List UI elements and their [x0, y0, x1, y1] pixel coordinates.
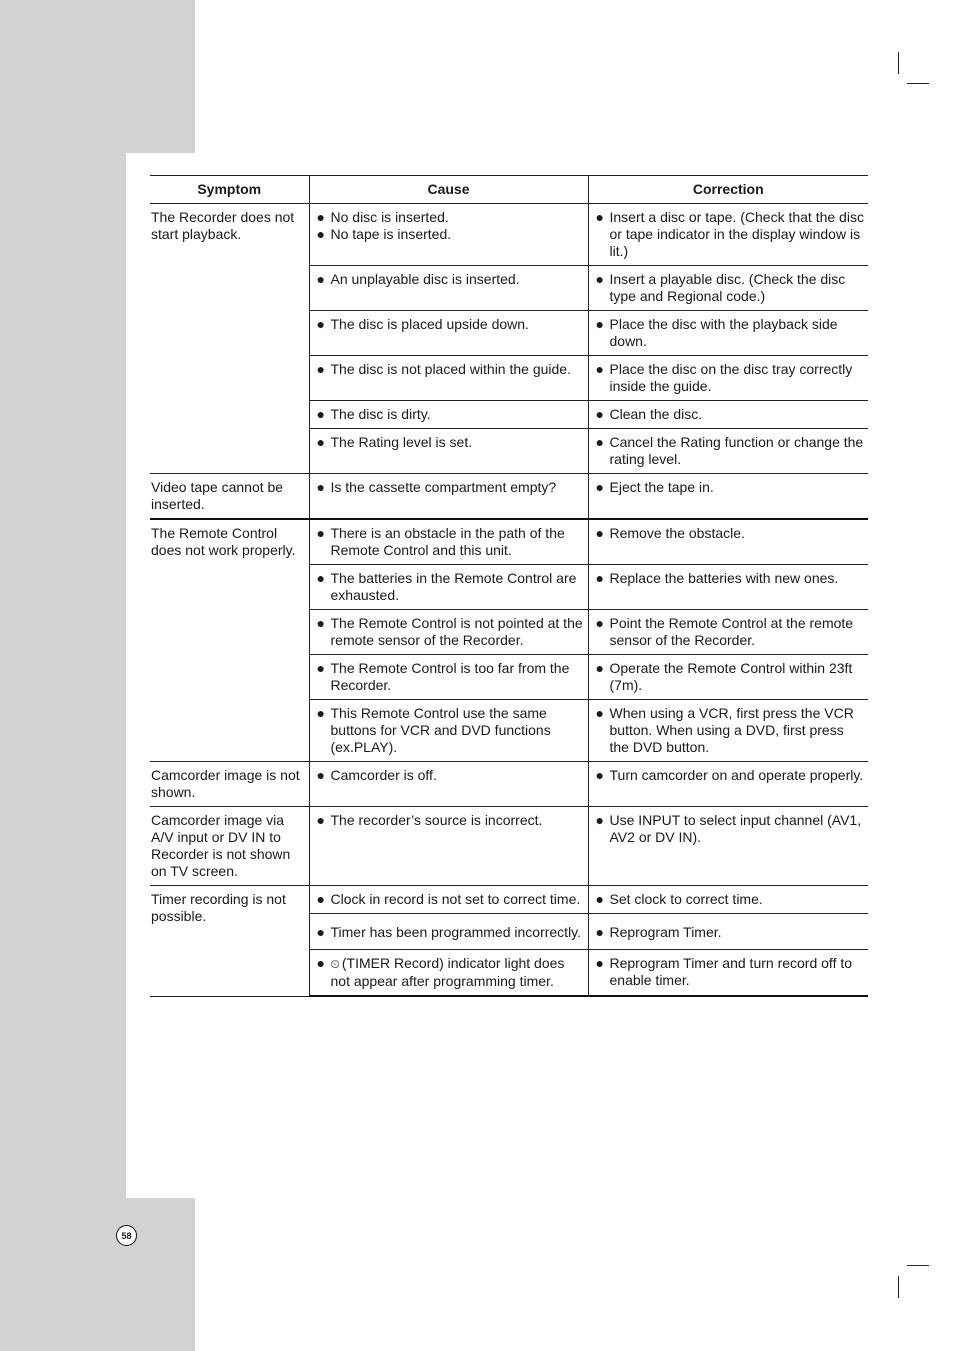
cause-cell: ● The batteries in the Remote Control are exhausted. — [309, 565, 588, 610]
bullet-icon: ● — [595, 271, 604, 287]
bullet-icon: ● — [316, 924, 325, 940]
bullet-icon: ● — [595, 812, 604, 828]
table-row — [150, 204, 868, 266]
table-row — [150, 519, 868, 565]
cause-cell: ● Is the cassette compartment empty? — [309, 474, 588, 520]
margin-strip-middle — [0, 153, 126, 1198]
table-row — [150, 886, 868, 914]
bullet-icon: ● — [316, 660, 325, 676]
header-symptom: Symptom — [150, 176, 309, 204]
bullet-icon: ● — [595, 705, 604, 721]
bullet-icon: ● — [316, 479, 325, 495]
bullet-icon: ● — [595, 209, 604, 225]
cause-cell: ● The Remote Control is too far from the Recorder. — [309, 655, 588, 700]
bullet-icon: ● — [316, 361, 325, 377]
page-number: 58 — [116, 1225, 137, 1246]
bullet-icon: ● — [595, 955, 604, 971]
cause-cell: ● The disc is placed upside down. — [309, 311, 588, 356]
cause-cell: ● Clock in record is not set to correct time. — [309, 886, 588, 914]
bullet-icon: ● — [595, 767, 604, 783]
correction-cell: ● Set clock to correct time. — [588, 886, 868, 914]
symptom-cell: Camcorder image is not shown. — [150, 762, 309, 807]
bullet-icon: ● — [595, 316, 604, 332]
correction-cell: ● Clean the disc. — [588, 401, 868, 429]
bullet-icon: ● — [595, 361, 604, 377]
crop-mark — [907, 1265, 929, 1266]
bullet-icon: ● — [316, 955, 325, 971]
cause-cell: ● ⏲ (TIMER Record) indicator light does not appear after programming timer. — [309, 950, 588, 997]
bullet-icon: ● — [595, 434, 604, 450]
crop-mark — [907, 83, 929, 84]
bullet-icon: ● — [595, 660, 604, 676]
cause-cell: ● Timer has been programmed incorrectly. — [309, 914, 588, 950]
correction-cell: ● Place the disc with the playback side down. — [588, 311, 868, 356]
header-cause: Cause — [309, 176, 588, 204]
correction-cell: ● When using a VCR, first press the VCR button. When using a DVD, first press the DVD button. — [588, 700, 868, 762]
bullet-icon: ● — [316, 812, 325, 828]
cause-cell: ● An unplayable disc is inserted. — [309, 266, 588, 311]
bullet-icon: ● — [316, 891, 325, 907]
margin-strip-top — [0, 0, 195, 153]
table-row — [150, 474, 868, 520]
bullet-icon: ● — [595, 891, 604, 907]
troubleshooting-table — [150, 175, 868, 997]
crop-mark — [898, 52, 899, 74]
table-row — [150, 762, 868, 807]
bullet-icon: ● — [316, 406, 325, 422]
cause-cell: ● No disc is inserted. ● No tape is inserted. — [309, 204, 588, 266]
cause-cell: ● The Rating level is set. — [309, 429, 588, 474]
correction-cell: ● Insert a playable disc. (Check the disc type and Regional code.) — [588, 266, 868, 311]
bullet-icon: ● — [316, 271, 325, 287]
bullet-icon: ● — [316, 316, 325, 332]
cause-cell: ● The disc is dirty. — [309, 401, 588, 429]
bullet-icon: ● — [316, 767, 325, 783]
cause-cell: ● The Remote Control is not pointed at the remote sensor of the Recorder. — [309, 610, 588, 655]
bullet-icon: ● — [316, 434, 325, 450]
bullet-icon: ● — [595, 570, 604, 586]
table-row — [150, 807, 868, 886]
symptom-cell: Video tape cannot be inserted. — [150, 474, 309, 520]
bullet-icon: ● — [595, 924, 604, 940]
correction-cell: ● Point the Remote Control at the remote sensor of the Recorder. — [588, 610, 868, 655]
correction-cell: ● Replace the batteries with new ones. — [588, 565, 868, 610]
cause-cell: ● The recorder’s source is incorrect. — [309, 807, 588, 886]
correction-cell: ● Operate the Remote Control within 23ft (7m). — [588, 655, 868, 700]
bullet-icon: ● — [595, 406, 604, 422]
bullet-icon: ● — [316, 209, 325, 225]
cause-cell: ● There is an obstacle in the path of the Remote Control and this unit. — [309, 519, 588, 565]
correction-cell: ● Use INPUT to select input channel (AV1, AV2 or DV IN). — [588, 807, 868, 886]
correction-cell: ● Insert a disc or tape. (Check that the disc or tape indicator in the display window is lit.) — [588, 204, 868, 266]
bullet-icon: ● — [316, 615, 325, 631]
symptom-cell: The Recorder does not start playback. — [150, 204, 309, 474]
symptom-cell: Timer recording is not possible. — [150, 886, 309, 997]
bullet-icon: ● — [316, 705, 325, 721]
symptom-cell: The Remote Control does not work properly. — [150, 519, 309, 762]
table-header-row — [150, 176, 868, 204]
bullet-icon: ● — [316, 525, 325, 541]
bullet-icon: ● — [595, 615, 604, 631]
bullet-icon: ● — [316, 226, 325, 242]
symptom-cell: Camcorder image via A/V input or DV IN to Recorder is not shown on TV screen. — [150, 807, 309, 886]
correction-cell: ● Turn camcorder on and operate properly. — [588, 762, 868, 807]
correction-cell: ● Remove the obstacle. — [588, 519, 868, 565]
bullet-icon: ● — [595, 479, 604, 495]
correction-cell: ● Reprogram Timer. — [588, 914, 868, 950]
bullet-icon: ● — [316, 570, 325, 586]
correction-cell: ● Reprogram Timer and turn record off to enable timer. — [588, 950, 868, 997]
bullet-icon: ● — [595, 525, 604, 541]
crop-mark — [898, 1276, 899, 1298]
correction-cell: ● Place the disc on the disc tray correctly inside the guide. — [588, 356, 868, 401]
timer-record-icon: ⏲ — [330, 957, 340, 971]
cause-cell: ● The disc is not placed within the guide. — [309, 356, 588, 401]
cause-cell: ● This Remote Control use the same buttons for VCR and DVD functions (ex.PLAY). — [309, 700, 588, 762]
cause-cell: ● Camcorder is off. — [309, 762, 588, 807]
header-correction: Correction — [588, 176, 868, 204]
margin-strip-bottom — [0, 1198, 195, 1351]
correction-cell: ● Cancel the Rating function or change the rating level. — [588, 429, 868, 474]
correction-cell: ● Eject the tape in. — [588, 474, 868, 520]
